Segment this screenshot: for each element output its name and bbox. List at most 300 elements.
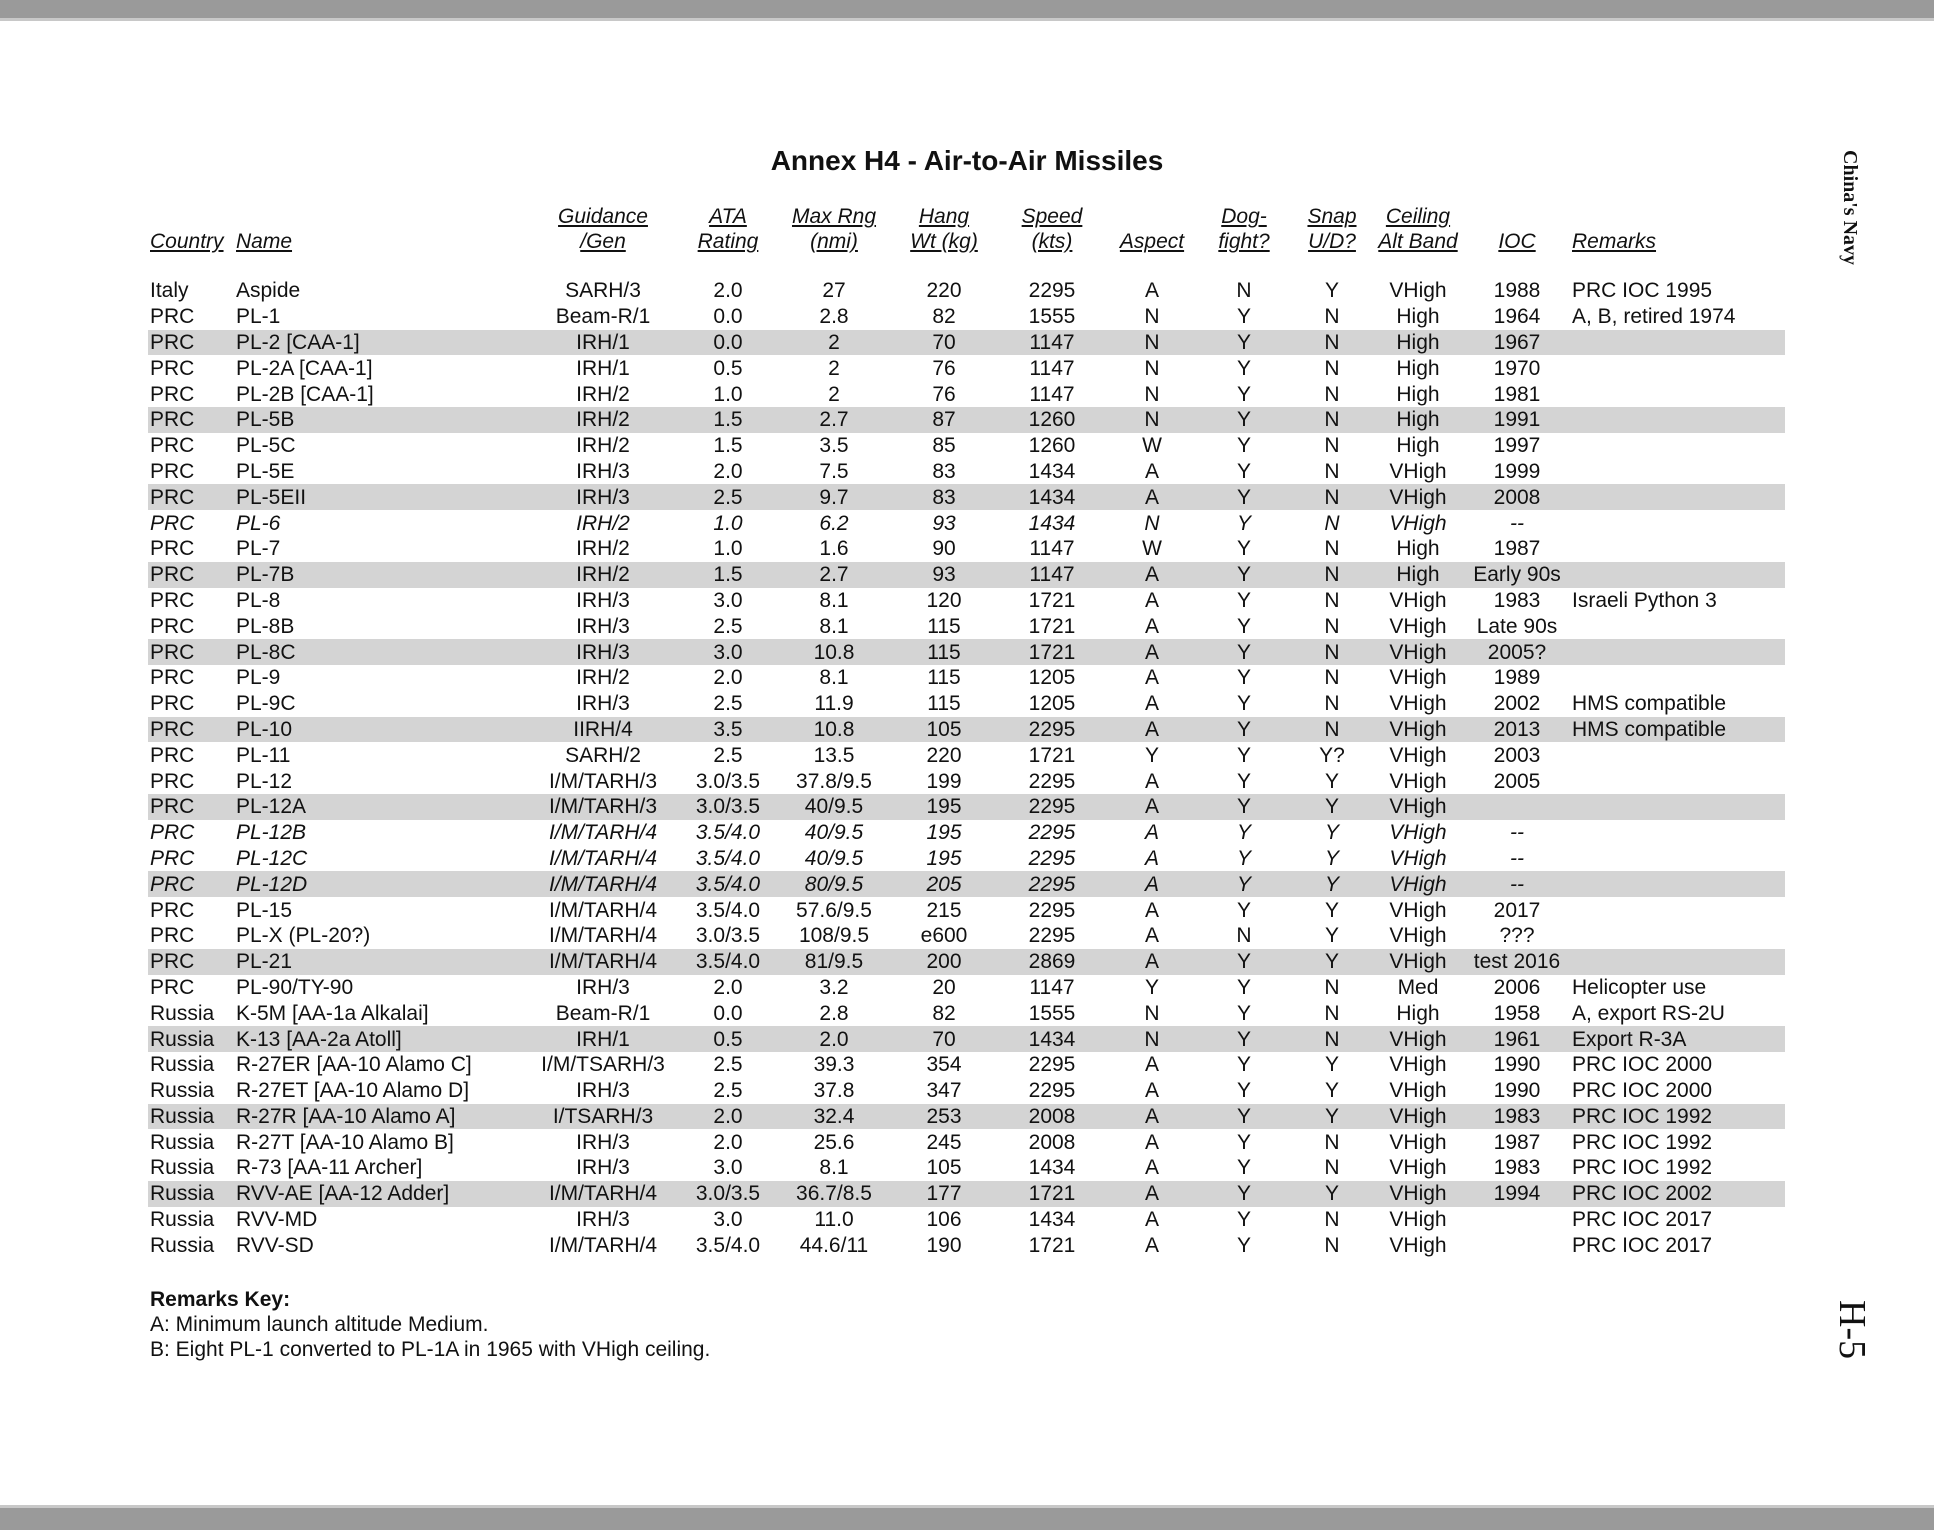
- cell-snap: Y: [1292, 1104, 1372, 1130]
- cell-dogfight: Y: [1196, 562, 1292, 588]
- cell-dogfight: Y: [1236, 305, 1251, 329]
- cell-snap: N: [1292, 1026, 1372, 1052]
- cell-aspect: A: [1144, 1156, 1159, 1180]
- table-row: [148, 407, 1785, 433]
- cell-speed: 1147: [1029, 975, 1075, 999]
- cell-remarks: [1570, 742, 1785, 768]
- cell-country: PRC: [148, 407, 234, 433]
- cell-guidance: I/M/TSARH/3: [541, 1053, 665, 1077]
- cell-ceiling: High: [1372, 407, 1464, 433]
- cell-ceiling: VHigh: [1389, 1130, 1447, 1154]
- cell-ata-rating: 1.0: [713, 511, 743, 535]
- cell-ata-rating: 1.0: [713, 537, 743, 561]
- cell-max-range: 7.5: [819, 459, 849, 483]
- cell-remarks: HMS compatible: [1572, 692, 1727, 716]
- cell-ata-rating: 2.5: [680, 484, 776, 510]
- cell-aspect: A: [1144, 846, 1159, 870]
- cell-snap: N: [1324, 434, 1340, 458]
- cell-guidance: IRH/2: [576, 434, 630, 458]
- cell-remarks: PRC IOC 2000: [1572, 1053, 1713, 1077]
- cell-ceiling: VHigh: [1389, 743, 1447, 767]
- cell-ata-rating: 2.5: [713, 1053, 743, 1077]
- cell-hang-weight: 115: [892, 639, 996, 665]
- cell-snap: N: [1324, 537, 1340, 561]
- cell-ceiling: VHigh: [1389, 459, 1447, 483]
- cell-remarks: [1570, 794, 1785, 820]
- cell-max-range: 2: [776, 330, 892, 356]
- cell-dogfight: Y: [1236, 588, 1251, 612]
- cell-ceiling: High: [1396, 434, 1440, 458]
- cell-ioc: 2002: [1493, 692, 1541, 716]
- cell-ioc: [1464, 1207, 1570, 1233]
- cell-country: PRC: [148, 794, 234, 820]
- side-running-header: China's Navy: [1839, 150, 1861, 266]
- cell-name: PL-5E: [236, 459, 295, 483]
- cell-name: PL-12: [236, 769, 293, 793]
- cell-max-range: 36.7/8.5: [776, 1181, 892, 1207]
- cell-snap: Y: [1324, 846, 1339, 870]
- cell-ata-rating: 0.0: [713, 1001, 743, 1025]
- table-row: [148, 794, 1785, 820]
- cell-hang-weight: 245: [926, 1130, 962, 1154]
- cell-speed: 1434: [1028, 459, 1076, 483]
- cell-name: PL-8: [236, 588, 281, 612]
- cell-snap: N: [1324, 1130, 1340, 1154]
- table-row: [148, 1232, 1785, 1258]
- cell-ceiling: VHigh: [1372, 484, 1464, 510]
- cell-dogfight: Y: [1236, 1001, 1251, 1025]
- cell-max-range: 9.7: [776, 484, 892, 510]
- cell-remarks: PRC IOC 2017: [1572, 1208, 1713, 1232]
- cell-snap: N: [1324, 692, 1340, 716]
- cell-hang-weight: 120: [926, 588, 962, 612]
- cell-aspect: Y: [1144, 743, 1159, 767]
- cell-ceiling: VHigh: [1372, 639, 1464, 665]
- cell-country: Russia: [150, 1130, 215, 1154]
- table-row: [148, 562, 1785, 588]
- cell-ioc: 1988: [1493, 279, 1541, 303]
- cell-guidance: I/M/TARH/4: [548, 898, 658, 922]
- cell-ata-rating: 1.5: [680, 562, 776, 588]
- cell-name: PL-6: [236, 511, 281, 535]
- cell-name: RVV-MD: [236, 1208, 318, 1232]
- cell-guidance: I/M/TARH/4: [548, 846, 658, 870]
- cell-country: PRC: [150, 305, 195, 329]
- cell-aspect: A: [1108, 717, 1196, 743]
- cell-hang-weight: 115: [927, 692, 961, 716]
- cell-aspect: W: [1142, 434, 1162, 458]
- table-row: [148, 536, 1785, 562]
- cell-dogfight: Y: [1196, 484, 1292, 510]
- cell-max-range: 8.1: [819, 614, 849, 638]
- cell-ata-rating: 2.0: [713, 279, 743, 303]
- cell-name: PL-2 [CAA-1]: [234, 330, 526, 356]
- cell-country: PRC: [150, 692, 195, 716]
- cell-name: R-27ET [AA-10 Alamo D]: [236, 1079, 470, 1103]
- cell-guidance: IRH/2: [576, 666, 630, 690]
- cell-remarks: A, export RS-2U: [1572, 1001, 1725, 1025]
- cell-hang-weight: 195: [892, 794, 996, 820]
- cell-speed: 2295: [1028, 769, 1076, 793]
- cell-ioc: 1964: [1493, 305, 1541, 329]
- cell-remarks: HMS compatible: [1570, 717, 1785, 743]
- cell-country: PRC: [148, 949, 234, 975]
- table-row: [148, 1078, 1785, 1104]
- cell-remarks: [1570, 923, 1785, 949]
- cell-aspect: A: [1144, 924, 1159, 948]
- table-row: [148, 717, 1785, 743]
- cell-ceiling: VHigh: [1389, 614, 1447, 638]
- cell-name: PL-90/TY-90: [236, 975, 354, 999]
- column-header-hang-weight: Hang Wt (kg): [910, 205, 978, 253]
- table-row: [148, 1000, 1785, 1026]
- cell-guidance: I/M/TARH/4: [548, 1233, 658, 1257]
- cell-max-range: 8.1: [819, 666, 849, 690]
- table-row: [148, 588, 1785, 614]
- cell-aspect: A: [1108, 794, 1196, 820]
- cell-remarks: [1570, 355, 1785, 381]
- cell-max-range: 44.6/11: [799, 1233, 869, 1257]
- cell-ata-rating: 3.5: [680, 717, 776, 743]
- cell-name: PL-2B [CAA-1]: [236, 382, 374, 406]
- cell-max-range: 2.7: [776, 562, 892, 588]
- cell-ata-rating: 0.0: [713, 305, 743, 329]
- cell-dogfight: Y: [1236, 666, 1251, 690]
- cell-max-range: 2.7: [776, 407, 892, 433]
- cell-snap: N: [1324, 1233, 1340, 1257]
- column-header-ata-rating: ATA Rating: [697, 205, 759, 253]
- cell-aspect: N: [1108, 1026, 1196, 1052]
- cell-country: PRC: [150, 743, 195, 767]
- table-row: [148, 949, 1785, 975]
- column-header-aspect: Aspect: [1119, 230, 1185, 253]
- cell-ioc: 2017: [1493, 898, 1541, 922]
- cell-max-range: 3.2: [819, 975, 849, 999]
- cell-dogfight: Y: [1196, 949, 1292, 975]
- table-row: [148, 304, 1785, 330]
- cell-snap: N: [1324, 382, 1340, 406]
- cell-remarks: [1570, 768, 1785, 794]
- cell-ceiling: VHigh: [1389, 1053, 1447, 1077]
- cell-dogfight: Y: [1236, 614, 1251, 638]
- cell-ioc: [1464, 794, 1570, 820]
- cell-remarks: [1570, 484, 1785, 510]
- cell-speed: 1721: [1028, 1233, 1076, 1257]
- cell-remarks: [1570, 562, 1785, 588]
- column-header-max-range: Max Rng (nmi): [791, 205, 877, 253]
- cell-ioc: 2003: [1493, 743, 1541, 767]
- cell-snap: Y: [1292, 794, 1372, 820]
- cell-speed: 1205: [1028, 666, 1076, 690]
- cell-country: Russia: [150, 1053, 215, 1077]
- cell-ceiling: VHigh: [1389, 846, 1447, 870]
- table-row: [148, 1104, 1785, 1130]
- table-row: [148, 510, 1785, 536]
- cell-ata-rating: 0.0: [680, 330, 776, 356]
- cell-snap: Y: [1292, 949, 1372, 975]
- cell-ioc: 1990: [1493, 1053, 1541, 1077]
- cell-name: RVV-AE [AA-12 Adder]: [234, 1181, 526, 1207]
- table-row: [148, 820, 1785, 846]
- table-row: [148, 1207, 1785, 1233]
- cell-ata-rating: 1.0: [713, 382, 743, 406]
- cell-max-range: 10.8: [776, 639, 892, 665]
- table-header-spacer: [148, 254, 1785, 278]
- cell-hang-weight: 76: [932, 356, 956, 380]
- cell-remarks: [1570, 949, 1785, 975]
- cell-ata-rating: 1.5: [680, 407, 776, 433]
- cell-ceiling: VHigh: [1389, 1208, 1447, 1232]
- cell-aspect: A: [1108, 871, 1196, 897]
- cell-guidance: IRH/3: [576, 692, 630, 716]
- cell-snap: Y: [1324, 769, 1339, 793]
- cell-aspect: A: [1108, 1104, 1196, 1130]
- cell-hang-weight: 90: [932, 537, 956, 561]
- cell-aspect: N: [1144, 1001, 1160, 1025]
- cell-max-range: 37.8: [813, 1079, 855, 1103]
- cell-country: PRC: [148, 717, 234, 743]
- cell-country: PRC: [148, 330, 234, 356]
- top-border-band: [0, 0, 1934, 21]
- cell-aspect: A: [1144, 1208, 1159, 1232]
- cell-hang-weight: 105: [892, 717, 996, 743]
- table-row: [148, 871, 1785, 897]
- cell-hang-weight: 215: [926, 898, 962, 922]
- table-row: [148, 691, 1785, 717]
- cell-ceiling: High: [1396, 305, 1440, 329]
- table-row: [148, 742, 1785, 768]
- cell-speed: 1147: [996, 562, 1108, 588]
- cell-dogfight: Y: [1236, 434, 1251, 458]
- cell-remarks: PRC IOC 1992: [1572, 1156, 1713, 1180]
- cell-name: PL-X (PL-20?): [236, 924, 371, 948]
- cell-speed: 1721: [1028, 614, 1076, 638]
- cell-name: PL-9: [236, 666, 281, 690]
- cell-country: PRC: [150, 459, 195, 483]
- cell-ata-rating: 3.0/3.5: [695, 924, 761, 948]
- cell-remarks: PRC IOC 2002: [1570, 1181, 1785, 1207]
- cell-ioc: 1997: [1493, 434, 1541, 458]
- cell-remarks: PRC IOC 1992: [1570, 1104, 1785, 1130]
- cell-country: PRC: [150, 382, 195, 406]
- cell-snap: Y: [1324, 898, 1339, 922]
- cell-hang-weight: 82: [932, 1001, 956, 1025]
- table-row: [148, 330, 1785, 356]
- cell-remarks: [1570, 330, 1785, 356]
- cell-ioc: 1989: [1493, 666, 1541, 690]
- cell-ioc: 1983: [1493, 588, 1541, 612]
- cell-max-range: 3.5: [819, 434, 849, 458]
- cell-aspect: W: [1142, 537, 1162, 561]
- cell-ceiling: VHigh: [1389, 279, 1447, 303]
- column-header-snap: Snap U/D?: [1307, 205, 1357, 253]
- cell-ceiling: VHigh: [1372, 1104, 1464, 1130]
- cell-ioc: 1990: [1493, 1079, 1541, 1103]
- table-row: [148, 484, 1785, 510]
- column-header-ceiling: Ceiling Alt Band: [1378, 205, 1458, 253]
- cell-hang-weight: 177: [892, 1181, 996, 1207]
- cell-country: Russia: [150, 1233, 215, 1257]
- cell-hang-weight: 220: [926, 279, 962, 303]
- cell-guidance: IIRH/4: [526, 717, 680, 743]
- cell-ceiling: High: [1372, 330, 1464, 356]
- page-number: H-5: [1831, 1300, 1873, 1360]
- cell-dogfight: Y: [1236, 1053, 1251, 1077]
- cell-snap: N: [1292, 562, 1372, 588]
- cell-max-range: 25.6: [813, 1130, 855, 1154]
- cell-dogfight: Y: [1236, 1079, 1251, 1103]
- cell-aspect: A: [1144, 1233, 1159, 1257]
- cell-remarks: [1570, 381, 1785, 407]
- cell-country: Russia: [148, 1026, 234, 1052]
- cell-dogfight: Y: [1196, 407, 1292, 433]
- remarks-key-title: Remarks Key:: [150, 1288, 291, 1311]
- cell-ata-rating: 3.5/4.0: [695, 821, 761, 845]
- cell-speed: 2295: [1028, 279, 1076, 303]
- cell-hang-weight: 70: [892, 330, 996, 356]
- cell-ioc: 2005?: [1464, 639, 1570, 665]
- cell-ata-rating: 3.0: [680, 639, 776, 665]
- cell-snap: Y: [1324, 1053, 1339, 1077]
- cell-ata-rating: 2.0: [713, 666, 743, 690]
- cell-max-range: 37.8/9.5: [796, 769, 872, 793]
- cell-ceiling: VHigh: [1372, 1181, 1464, 1207]
- cell-snap: Y?: [1319, 743, 1345, 767]
- cell-name: PL-10: [234, 717, 526, 743]
- cell-hang-weight: 76: [932, 382, 956, 406]
- cell-dogfight: Y: [1236, 769, 1251, 793]
- cell-ioc: --: [1464, 871, 1570, 897]
- cell-max-range: 2.8: [819, 1001, 849, 1025]
- cell-hang-weight: 83: [932, 459, 956, 483]
- cell-max-range: 27: [822, 279, 846, 303]
- cell-ceiling: VHigh: [1389, 898, 1447, 922]
- cell-country: PRC: [150, 846, 195, 870]
- cell-country: PRC: [148, 871, 234, 897]
- cell-ioc: 1983: [1493, 1156, 1541, 1180]
- cell-hang-weight: 220: [926, 743, 962, 767]
- cell-dogfight: N: [1236, 279, 1252, 303]
- cell-speed: 1260: [1028, 434, 1076, 458]
- cell-name: R-27T [AA-10 Alamo B]: [236, 1130, 454, 1154]
- cell-snap: N: [1292, 330, 1372, 356]
- cell-max-range: 40/9.5: [776, 794, 892, 820]
- column-header-speed: Speed (kts): [1021, 205, 1083, 253]
- table-row: [148, 278, 1785, 304]
- cell-guidance: I/M/TARH/4: [548, 821, 658, 845]
- table-row: [148, 433, 1785, 459]
- cell-guidance: IRH/3: [576, 975, 630, 999]
- cell-ioc: 1987: [1493, 1130, 1541, 1154]
- cell-ata-rating: 2.5: [713, 743, 743, 767]
- cell-ceiling: High: [1396, 382, 1440, 406]
- cell-country: PRC: [148, 639, 234, 665]
- cell-name: PL-8C: [234, 639, 526, 665]
- cell-speed: 1434: [1028, 1208, 1076, 1232]
- cell-max-range: 40/9.5: [804, 846, 864, 870]
- cell-aspect: A: [1144, 614, 1159, 638]
- cell-guidance: IRH/3: [576, 1208, 630, 1232]
- cell-ceiling: High: [1396, 1001, 1440, 1025]
- cell-max-range: 8.1: [819, 588, 849, 612]
- cell-name: PL-2A [CAA-1]: [236, 356, 373, 380]
- cell-name: PL-5EII: [234, 484, 526, 510]
- cell-guidance: I/M/TARH/4: [526, 871, 680, 897]
- cell-hang-weight: 347: [926, 1079, 962, 1103]
- cell-max-range: 6.2: [819, 511, 849, 535]
- cell-dogfight: Y: [1236, 356, 1251, 380]
- cell-max-range: 39.3: [813, 1053, 855, 1077]
- column-header-ioc: IOC: [1498, 230, 1536, 253]
- cell-hang-weight: 93: [892, 562, 996, 588]
- cell-country: Russia: [148, 1181, 234, 1207]
- cell-name: PL-12C: [236, 846, 308, 870]
- cell-aspect: A: [1144, 666, 1159, 690]
- cell-aspect: N: [1108, 330, 1196, 356]
- cell-aspect: N: [1108, 407, 1196, 433]
- cell-remarks: PRC IOC 1995: [1572, 279, 1713, 303]
- cell-dogfight: Y: [1236, 975, 1251, 999]
- cell-country: PRC: [150, 769, 195, 793]
- cell-country: PRC: [150, 537, 195, 561]
- cell-speed: 2295: [1028, 821, 1076, 845]
- cell-guidance: IRH/2: [576, 537, 630, 561]
- cell-ceiling: High: [1396, 537, 1440, 561]
- cell-remarks: PRC IOC 1992: [1572, 1130, 1713, 1154]
- cell-name: PL-15: [236, 898, 293, 922]
- cell-max-range: 2.8: [819, 305, 849, 329]
- cell-ata-rating: 2.0: [680, 1104, 776, 1130]
- missiles-table: [148, 200, 1785, 1258]
- cell-guidance: IRH/3: [526, 484, 680, 510]
- cell-speed: 1147: [1029, 537, 1075, 561]
- cell-ceiling: VHigh: [1372, 717, 1464, 743]
- cell-country: PRC: [148, 484, 234, 510]
- cell-max-range: 2: [828, 356, 840, 380]
- cell-name: R-27R [AA-10 Alamo A]: [234, 1104, 526, 1130]
- cell-ata-rating: 3.0/3.5: [680, 794, 776, 820]
- cell-aspect: A: [1144, 898, 1159, 922]
- cell-ceiling: VHigh: [1372, 1026, 1464, 1052]
- cell-snap: N: [1324, 459, 1340, 483]
- table-row: [148, 897, 1785, 923]
- cell-hang-weight: 106: [926, 1208, 962, 1232]
- cell-country: PRC: [150, 511, 195, 535]
- cell-speed: 2295: [1028, 924, 1076, 948]
- table-row: [148, 355, 1785, 381]
- cell-aspect: A: [1144, 1079, 1159, 1103]
- cell-guidance: I/M/TARH/4: [526, 949, 680, 975]
- cell-guidance: I/M/TARH/4: [526, 1181, 680, 1207]
- cell-dogfight: Y: [1196, 1181, 1292, 1207]
- cell-name: K-13 [AA-2a Atoll]: [234, 1026, 526, 1052]
- page-title: Annex H4 - Air-to-Air Missiles: [770, 145, 1164, 176]
- cell-guidance: IRH/1: [526, 1026, 680, 1052]
- cell-aspect: N: [1144, 382, 1160, 406]
- cell-remarks: [1570, 639, 1785, 665]
- cell-snap: N: [1292, 407, 1372, 433]
- cell-dogfight: N: [1236, 924, 1252, 948]
- cell-snap: N: [1292, 639, 1372, 665]
- cell-ioc: 1983: [1464, 1104, 1570, 1130]
- cell-remarks: [1570, 613, 1785, 639]
- cell-ceiling: VHigh: [1389, 1079, 1447, 1103]
- cell-name: PL-5B: [234, 407, 526, 433]
- cell-speed: 1434: [1028, 511, 1076, 535]
- cell-ceiling: VHigh: [1372, 794, 1464, 820]
- cell-ioc: [1464, 1232, 1570, 1258]
- table-row: [148, 1026, 1785, 1052]
